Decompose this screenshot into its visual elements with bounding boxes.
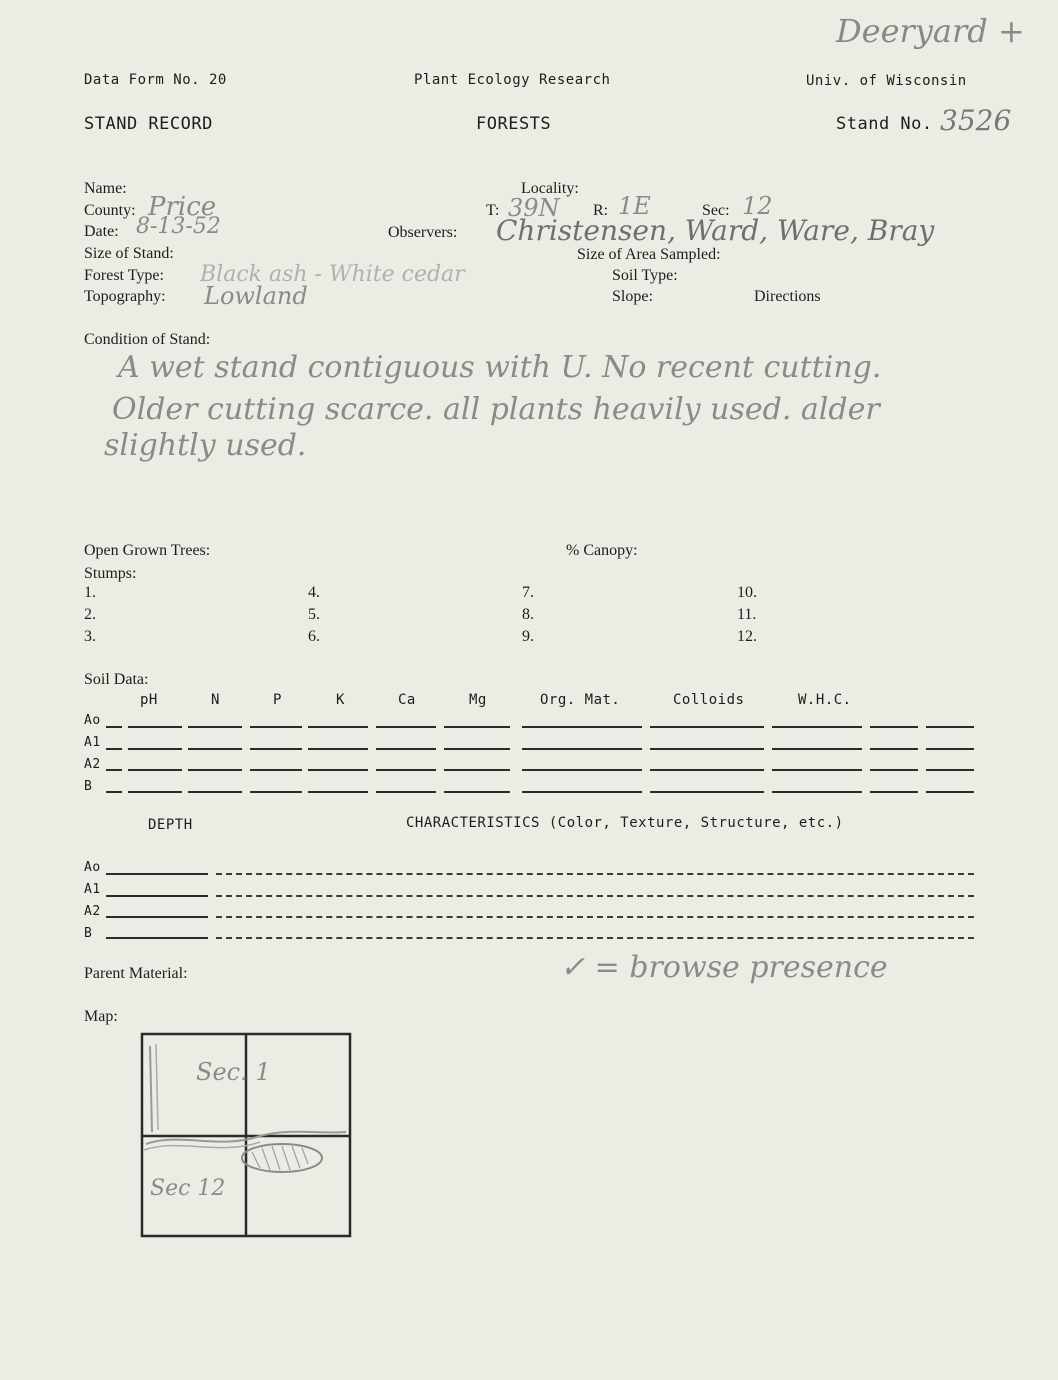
soil-entry-line: [376, 748, 436, 750]
soil-entry-line: [308, 748, 368, 750]
stumps-label: Stumps:: [84, 565, 137, 582]
r-value: 1E: [618, 192, 651, 220]
soil-column-header: K: [336, 692, 345, 708]
condition-line-1: A wet stand contiguous with U. No recent cutting.: [118, 350, 882, 385]
r-label: R:: [593, 202, 609, 219]
soil-entry-line: [926, 769, 974, 771]
name-label: Name:: [84, 180, 127, 197]
soil-entry-line: [772, 748, 862, 750]
locality-label: Locality:: [521, 180, 579, 197]
depth-line: [106, 895, 208, 897]
forest-type-label: Forest Type:: [84, 267, 164, 284]
stump-number: 11.: [737, 606, 757, 623]
soil-entry-line: [250, 726, 302, 728]
soil-entry-line: [870, 726, 918, 728]
map-section-bottom: Sec 12: [150, 1176, 226, 1201]
form-number: Data Form No. 20: [84, 72, 227, 88]
soil-entry-line: [128, 791, 182, 793]
soil-entry-line: [444, 748, 510, 750]
soil-entry-line: [188, 726, 242, 728]
forest-title: FORESTS: [476, 114, 552, 134]
forest-type-value: Black ash - White cedar: [200, 262, 465, 287]
soil-entry-line: [250, 791, 302, 793]
topography-value: Lowland: [204, 282, 308, 310]
soil-entry-line: [444, 791, 510, 793]
soil-entry-line: [522, 726, 642, 728]
directions-label: Directions: [754, 288, 821, 305]
soil-entry-line: [772, 791, 862, 793]
soil-entry-line: [522, 748, 642, 750]
condition-label: Condition of Stand:: [84, 331, 211, 348]
soil-column-header: N: [211, 692, 220, 708]
depth-row-label: B: [84, 926, 93, 941]
depth-row-label: A1: [84, 882, 101, 897]
characteristics-line: [216, 937, 974, 939]
soil-entry-line: [308, 726, 368, 728]
date-label: Date:: [84, 223, 119, 240]
condition-line-3: slightly used.: [104, 428, 307, 463]
soil-entry-line: [250, 769, 302, 771]
soil-entry-line: [376, 769, 436, 771]
stand-label: Stand No.: [836, 114, 933, 134]
soil-column-header: Colloids: [673, 692, 745, 708]
soil-entry-line: [650, 726, 764, 728]
soil-column-header: W.H.C.: [798, 692, 852, 708]
soil-entry-line: [106, 748, 122, 750]
soil-entry-line: [106, 769, 122, 771]
soil-row-label: B: [84, 779, 93, 794]
soil-entry-line: [650, 791, 764, 793]
stump-number: 2.: [84, 606, 96, 623]
topography-label: Topography:: [84, 288, 166, 305]
soil-entry-line: [522, 791, 642, 793]
stump-number: 4.: [308, 584, 320, 601]
stump-number: 12.: [737, 628, 757, 645]
soil-type-label: Soil Type:: [612, 267, 678, 284]
soil-entry-line: [444, 769, 510, 771]
stump-number: 9.: [522, 628, 534, 645]
soil-column-header: Ca: [398, 692, 416, 708]
browse-note: ✓ = browse presence: [560, 950, 888, 985]
parent-material-label: Parent Material:: [84, 965, 188, 982]
soil-entry-line: [106, 726, 122, 728]
characteristics-label: CHARACTERISTICS (Color, Texture, Structure, etc.): [406, 815, 844, 831]
date-value: 8-13-52: [136, 214, 221, 239]
soil-entry-line: [444, 726, 510, 728]
size-of-area-label: Size of Area Sampled:: [577, 246, 721, 263]
characteristics-line: [216, 895, 974, 897]
stump-number: 1.: [84, 584, 96, 601]
soil-entry-line: [308, 791, 368, 793]
county-value: Price: [148, 192, 217, 222]
soil-entry-line: [772, 769, 862, 771]
soil-row-label: Ao: [84, 713, 101, 728]
characteristics-line: [216, 916, 974, 918]
sec-value: 12: [742, 192, 773, 220]
stump-number: 3.: [84, 628, 96, 645]
size-of-stand-label: Size of Stand:: [84, 245, 174, 262]
observers-value: Christensen, Ward, Ware, Bray: [496, 214, 935, 247]
soil-column-header: pH: [140, 692, 158, 708]
stump-number: 8.: [522, 606, 534, 623]
slope-label: Slope:: [612, 288, 653, 305]
observers-label: Observers:: [388, 224, 458, 241]
stump-number: 10.: [737, 584, 757, 601]
depth-line: [106, 873, 208, 875]
map-section-top: Sec. 1: [196, 1058, 271, 1086]
depth-label: DEPTH: [148, 817, 193, 833]
depth-row-label: A2: [84, 904, 101, 919]
soil-column-header: Mg: [469, 692, 487, 708]
organization: Plant Ecology Research: [414, 72, 611, 88]
soil-entry-line: [128, 769, 182, 771]
soil-entry-line: [926, 791, 974, 793]
soil-column-header: Org. Mat.: [540, 692, 621, 708]
soil-entry-line: [376, 726, 436, 728]
soil-entry-line: [128, 748, 182, 750]
county-label: County:: [84, 202, 136, 219]
soil-entry-line: [188, 748, 242, 750]
depth-line: [106, 937, 208, 939]
map-label: Map:: [84, 1008, 118, 1025]
soil-entry-line: [308, 769, 368, 771]
soil-entry-line: [870, 769, 918, 771]
university: Univ. of Wisconsin: [806, 73, 967, 89]
soil-entry-line: [128, 726, 182, 728]
open-grown-trees-label: Open Grown Trees:: [84, 542, 211, 559]
soil-entry-line: [522, 769, 642, 771]
condition-line-2: Older cutting scarce. all plants heavily used. alder: [112, 392, 880, 427]
characteristics-line: [216, 873, 974, 875]
sec-label: Sec:: [702, 202, 730, 219]
soil-entry-line: [772, 726, 862, 728]
soil-entry-line: [188, 791, 242, 793]
soil-entry-line: [250, 748, 302, 750]
depth-line: [106, 916, 208, 918]
stump-number: 5.: [308, 606, 320, 623]
t-value: 39N: [508, 194, 560, 222]
soil-row-label: A2: [84, 757, 101, 772]
soil-entry-line: [870, 748, 918, 750]
soil-entry-line: [106, 791, 122, 793]
soil-column-header: P: [273, 692, 282, 708]
stump-number: 7.: [522, 584, 534, 601]
soil-entry-line: [376, 791, 436, 793]
canopy-label: % Canopy:: [566, 542, 638, 559]
t-label: T:: [486, 202, 500, 219]
soil-row-label: A1: [84, 735, 101, 750]
record-title: STAND RECORD: [84, 114, 213, 134]
soil-entry-line: [650, 769, 764, 771]
depth-row-label: Ao: [84, 860, 101, 875]
soil-entry-line: [188, 769, 242, 771]
soil-entry-line: [926, 726, 974, 728]
soil-entry-line: [926, 748, 974, 750]
stand-number: 3526: [940, 104, 1012, 137]
corner-note: Deeryard +: [836, 12, 1025, 50]
soil-entry-line: [870, 791, 918, 793]
stump-number: 6.: [308, 628, 320, 645]
soil-data-label: Soil Data:: [84, 671, 149, 688]
soil-entry-line: [650, 748, 764, 750]
